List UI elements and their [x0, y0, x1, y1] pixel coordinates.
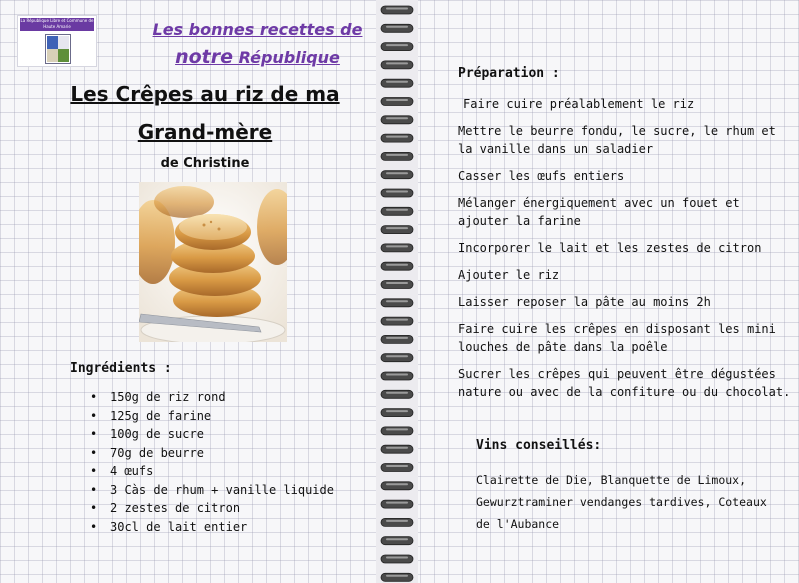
- preparation-title: Préparation :: [458, 66, 560, 81]
- preparation-steps: [458, 95, 796, 410]
- binding-ring-highlight: [386, 374, 408, 376]
- binding-ring: [381, 555, 413, 563]
- step-item: Faire cuire préalablement le riz: [463, 97, 695, 111]
- binding-ring: [381, 518, 413, 526]
- left-page: [0, 0, 376, 583]
- binding-ring-highlight: [386, 447, 408, 449]
- binding-ring-highlight: [386, 538, 408, 540]
- spiral-binding: [376, 0, 418, 583]
- binding-ring: [381, 500, 413, 508]
- binding-ring: [381, 116, 413, 124]
- binding-ring-highlight: [386, 154, 408, 156]
- binding-ring-highlight: [386, 465, 408, 467]
- recipe-title-line-1: Les Crêpes au riz de ma: [70, 82, 340, 106]
- brand-line-2-big: notre: [175, 46, 233, 68]
- binding-ring: [381, 372, 413, 380]
- binding-ring-highlight: [386, 282, 408, 284]
- binding-ring: [381, 537, 413, 545]
- wines-text: Clairette de Die, Blanquette de Limoux, Gewurztraminer vendanges tardives, Coteaux de l'Aubance: [476, 473, 767, 531]
- binding-ring-highlight: [386, 81, 408, 83]
- binding-ring-highlight: [386, 483, 408, 485]
- step-item: Ajouter le riz: [458, 268, 560, 282]
- binding-ring-highlight: [386, 62, 408, 64]
- step-item: Mettre le beurre fondu, le sucre, le rhum et la vanille dans un saladier: [458, 124, 776, 156]
- binding-ring-highlight: [386, 136, 408, 138]
- binding-ring: [381, 61, 413, 69]
- list-item: • 4 œufs: [90, 464, 154, 478]
- list-item: • 2 zestes de citron: [90, 501, 241, 515]
- binding-ring: [381, 335, 413, 343]
- step-item: Casser les œufs entiers: [458, 169, 625, 183]
- list-item: • 30cl de lait entier: [90, 519, 248, 534]
- binding-ring-highlight: [386, 557, 408, 559]
- binding-ring: [381, 262, 413, 270]
- binding-ring-highlight: [386, 172, 408, 174]
- logo-band-text: La République Libre et Commune de Haute Amarie: [20, 18, 94, 29]
- brand-line-2-rest: République: [233, 48, 340, 67]
- recipe-author: de Christine: [160, 156, 250, 171]
- list-item: • 3 Càs de rhum + vanille liquide: [90, 482, 334, 497]
- step-item: Faire cuire les crêpes en disposant les mini louches de pâte dans la poêle: [458, 322, 776, 354]
- step-item: Sucrer les crêpes qui peuvent être dégustées nature ou avec de la confiture ou du chocolat.: [458, 367, 791, 399]
- binding-ring: [381, 354, 413, 362]
- binding-ring-highlight: [386, 26, 408, 28]
- list-item: • 150g de riz rond: [90, 390, 226, 404]
- binding-ring: [381, 134, 413, 142]
- binding-ring-highlight: [386, 502, 408, 504]
- binding-ring: [381, 43, 413, 51]
- republic-logo: [17, 15, 97, 67]
- binding-ring: [381, 409, 413, 417]
- pancake-stack-photo: [139, 182, 287, 342]
- binding-ring-highlight: [386, 209, 408, 211]
- binding-ring: [381, 226, 413, 234]
- list-item: • 125g de farine: [90, 408, 212, 423]
- binding-ring-highlight: [386, 337, 408, 339]
- binding-ring: [381, 317, 413, 325]
- binding-ring: [381, 281, 413, 289]
- binding-ring-highlight: [386, 355, 408, 357]
- wines-title: Vins conseillés:: [476, 438, 602, 453]
- binding-ring-highlight: [386, 575, 408, 577]
- brand-line-1: Les bonnes recettes de: [152, 20, 363, 39]
- brand-line-2: [150, 46, 365, 68]
- binding-ring-highlight: [386, 44, 408, 46]
- binding-ring: [381, 98, 413, 106]
- step-item: Laisser reposer la pâte au moins 2h: [458, 295, 711, 309]
- coat-of-arms-icon: [45, 34, 71, 64]
- binding-ring-highlight: [386, 319, 408, 321]
- binding-ring-highlight: [386, 300, 408, 302]
- binding-ring: [381, 464, 413, 472]
- list-item: • 70g de beurre: [90, 445, 204, 460]
- binding-ring: [381, 482, 413, 490]
- binding-ring: [381, 24, 413, 32]
- binding-ring-highlight: [386, 410, 408, 412]
- step-item: Mélanger énergiquement avec un fouet et ajouter la farine: [458, 196, 740, 228]
- binding-ring-highlight: [386, 392, 408, 394]
- right-page: [418, 0, 799, 583]
- ingredients-list: [90, 388, 334, 536]
- binding-ring-highlight: [386, 8, 408, 10]
- binding-ring: [381, 299, 413, 307]
- binding-ring: [381, 573, 413, 581]
- binding-ring: [381, 79, 413, 87]
- step-item: Incorporer le lait et les zestes de citron: [458, 241, 762, 255]
- binding-ring: [381, 427, 413, 435]
- binding-ring: [381, 189, 413, 197]
- binding-ring: [381, 445, 413, 453]
- binding-ring-highlight: [386, 245, 408, 247]
- ingredients-title: Ingrédients :: [70, 361, 172, 376]
- binding-ring-highlight: [386, 227, 408, 229]
- binding-ring: [381, 171, 413, 179]
- binding-ring-highlight: [386, 520, 408, 522]
- recipe-title-line-2: Grand-mère: [137, 120, 273, 144]
- binding-ring-highlight: [386, 117, 408, 119]
- binding-ring: [381, 152, 413, 160]
- list-item: • 100g de sucre: [90, 427, 204, 441]
- binding-ring-highlight: [386, 99, 408, 101]
- binding-ring: [381, 390, 413, 398]
- binding-ring-highlight: [386, 191, 408, 193]
- binding-ring: [381, 6, 413, 14]
- binding-ring-highlight: [386, 264, 408, 266]
- binding-ring: [381, 244, 413, 252]
- binding-ring: [381, 207, 413, 215]
- binding-ring-highlight: [386, 428, 408, 430]
